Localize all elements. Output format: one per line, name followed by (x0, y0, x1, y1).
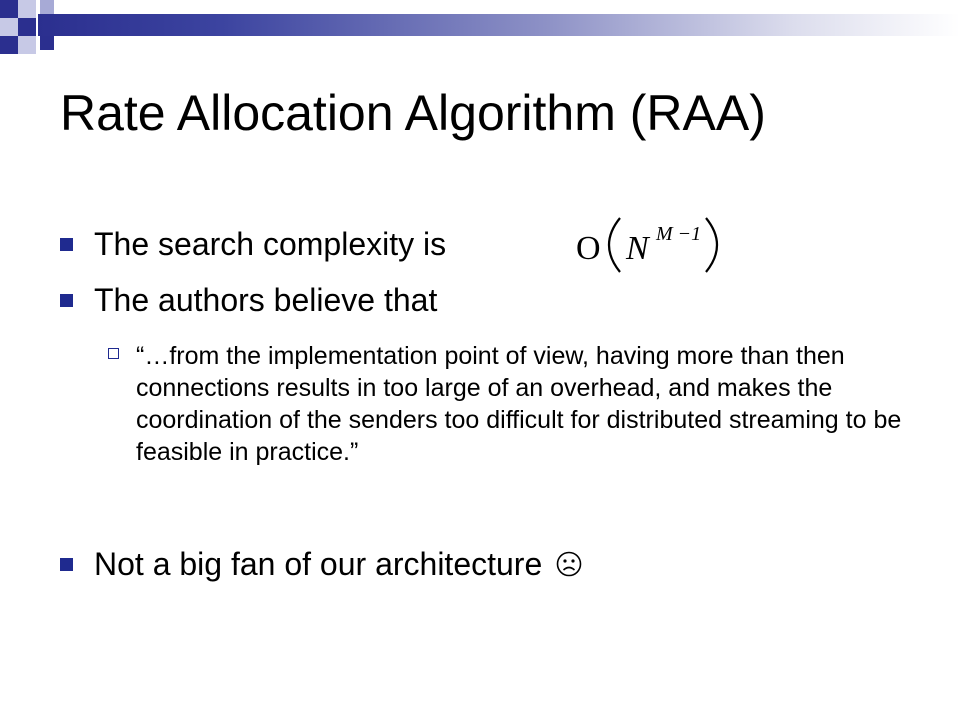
formula-base: N (626, 230, 649, 267)
square-bullet-icon (60, 238, 73, 251)
header-bar (38, 14, 960, 36)
header-square (18, 0, 36, 18)
header-square (18, 36, 36, 54)
bullet-text: Not a big fan of our architecture (94, 546, 543, 582)
frown-icon (556, 550, 582, 576)
left-paren-icon (609, 218, 620, 272)
header-square (40, 0, 54, 14)
sub-bullet-item (136, 340, 926, 468)
right-paren-icon (706, 218, 717, 272)
formula-exponent: M −1 (656, 223, 702, 245)
bullet-text-with-icon (94, 548, 582, 580)
complexity-formula (576, 214, 776, 276)
header-square (18, 18, 36, 36)
header-square (0, 36, 18, 54)
big-o-symbol: O (576, 230, 601, 267)
hollow-square-bullet-icon (108, 348, 119, 359)
header-square (0, 18, 18, 36)
quote-text: “…from the implementation point of view, having more than then connections results in too large of an overhead, and makes the coordination of the senders too difficult for distributed streaming to be feasible in practice.” (136, 342, 902, 466)
bullet-text: The authors believe that (94, 282, 438, 318)
square-bullet-icon (60, 294, 73, 307)
header-square (0, 0, 18, 18)
square-bullet-icon (60, 558, 73, 571)
header-square (40, 36, 54, 50)
slide-title: Rate Allocation Algorithm (RAA) (60, 85, 766, 141)
bullet-text: The search complexity is (94, 226, 447, 262)
